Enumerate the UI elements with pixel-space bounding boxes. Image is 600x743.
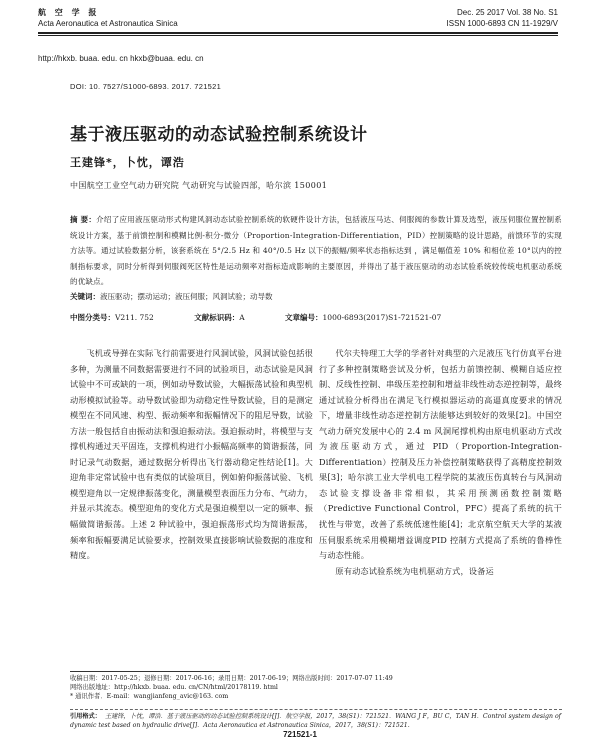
keywords-label: 关键词： <box>70 292 100 301</box>
article-no-value: 1000-6893(2017)S1-721521-07 <box>322 313 442 322</box>
body-paragraph: 飞机或导弹在实际飞行前需要进行风洞试验，风洞试验包括很多种，为测量不同数据需要进行不同的试验项目，动态试验是风洞试验中不可或缺的一项，例如动导数试验，大幅振荡试验和典型机动形模拟试验等。动导数试验即为动稳定性导数试验，目的是测定模型在不同风速、构型、振动频率和振幅情况下的阻尼导数，试验方法一般包括自由振动法和强迫振动法。强迫振动时，将模型与支撑机构通过天平固连，支撑机构进行小振幅高频率的简谐振荡，同时记录气动数据，通过数据分析得出飞行器动稳定性结论[1]。大迎角非定常试验中也有类似的试验项目，例如俯仰振荡试验、飞机模型迎角以一定规律振荡变化，测量模型表面压力分布、气动力，并显示其流态。模型迎角的变化方式是强迫模型以一定的频率、振幅做简谐振荡。上述 2 种试验中，强迫振荡形式均为简谐振荡，频率和振幅要满足试验要求，控制效果直接影响试验数据的准度和精度。 <box>70 348 313 561</box>
body-paragraph: 原有动态试验系统为电机驱动方式，设备运 <box>335 565 494 576</box>
body-column-left <box>70 346 313 564</box>
journal-website[interactable]: http://hkxb. buaa. edu. cn hkxb@buaa. edu. cn <box>38 54 204 63</box>
footnote-dates: 收稿日期：2017-05-25；退修日期：2017-06-16；录用日期：2017-06-19；网络出版时间：2017-07-07 11:49 <box>70 675 393 682</box>
clc-value: V211. 752 <box>115 313 154 322</box>
code-label: 文献标识码： <box>194 313 240 322</box>
footnote-email[interactable]: * 通讯作者．E-mail：wangjianfeng_avic@163. com <box>70 693 229 701</box>
abstract <box>70 212 562 290</box>
clc-label: 中图分类号： <box>70 313 115 322</box>
abstract-text: 介绍了应用液压驱动形式构建风洞动态试验控制系统的软硬件设计方法，包括液压马达、伺服阀的参数计算及选型，液压伺服位置控制系统设计方案，基于前馈控制和模糊比例-积分-微分（Proportion-Integration-Differentiation，PID）控制策略的设计思路，前馈环节的实现方法等。通过试验数据分析，该套系统在 5°/2.5 Hz 和 40°/0.5 Hz 以下的振幅/频率状态指标达到 ，满足幅值差 10% 和相位差 10°以内的控制指标要求，同时分析得到伺服阀死区特性是运动频率对指标造成影响的主要原因，并得出了基于液压驱动的动态试验系统较传统电机驱动系统的优缺点。 <box>70 215 562 287</box>
footnote-rule <box>70 671 230 672</box>
citation-rule <box>70 709 562 710</box>
doi-line[interactable]: DOI: 10. 7527/S1000-6893. 2017. 721521 <box>70 82 222 91</box>
affiliation: 中国航空工业空气动力研究院 气动研究与试验四部，哈尔滨 150001 <box>70 181 328 190</box>
issue-info <box>447 7 558 29</box>
journal-header <box>38 7 178 29</box>
classification-line <box>70 312 562 323</box>
code-value: A <box>239 313 245 322</box>
keywords <box>70 291 562 302</box>
journal-name-cn: 航 空 学 报 <box>38 8 100 17</box>
body-paragraph: 代尔夫特理工大学的学者针对典型的六足液压飞行仿真平台进行了多种控制策略尝试及分析，包括力前馈控制、模糊自适应控制、反线性控制、串级压差控制和增益非线性动态逆控制等，最终通过试验分析得出在满足飞行模拟器运动的高逼真度要求的情况下，增量非线性动态逆控制方法能够达到较好的效果[2]。中国空气动力研究发展中心的 2.4 m 风洞尾撑机构由原电机驱动方式改为液压驱动方式，通过 PID（Proportion-Integration-Differentiation）控制及压力补偿控制策略获得了高精度控制效果[3]；哈尔滨工业大学机电工程学院的某液压伤真转台与风洞动态试验支撑设备非常相似，其采用预测函数控制策略（Predictive Functional Control，PFC）提高了系统的抗干扰性与带宽，改善了系统低速性能[4]；北京航空航天大学的某液压伺服系统采用模糊增益调度PID 控制方式提高了系统的鲁棒性与动态性能。 <box>319 348 562 561</box>
footnote-url[interactable]: 网络出版地址：http://hkxb. buaa. edu. cn/CN/html/20178119. html <box>70 684 278 692</box>
paper-title: 基于液压驱动的动态试验控制系统设计 <box>70 125 368 145</box>
footnotes <box>70 674 562 702</box>
citation-text: 王建锋，卜忱，谭浩．基于液压驱动的动态试验控制系统设计[J]．航空学报，2017，38(S1)：721521．WANG J F，BU C，TAN H．Control system design of dynamic test based on hydraulic drive[J]．Acta Aeronautica et Astronautica Sinica，2017，38(S1)：721521. <box>70 713 561 729</box>
article-no-label: 文章编号： <box>285 313 323 322</box>
keywords-text: 液压驱动；摆动运动；液压伺服；风洞试验；动导数 <box>100 292 273 301</box>
header-rule-thin <box>38 35 558 36</box>
abstract-label: 摘 要： <box>70 215 97 224</box>
citation-label: 引用格式： <box>70 713 101 720</box>
page-number: 721521-1 <box>283 730 317 739</box>
issn-line: ISSN 1000-6893 CN 11-1929/V <box>446 19 558 28</box>
author-list: 王建锋*，卜忱，谭浩 <box>70 156 185 169</box>
citation-format <box>70 712 562 730</box>
journal-name-en: Acta Aeronautica et Astronautica Sinica <box>38 19 178 28</box>
issue-date: Dec. 25 2017 Vol. 38 No. S1 <box>457 8 558 17</box>
body-column-right <box>319 346 562 579</box>
header-rule <box>38 32 558 34</box>
